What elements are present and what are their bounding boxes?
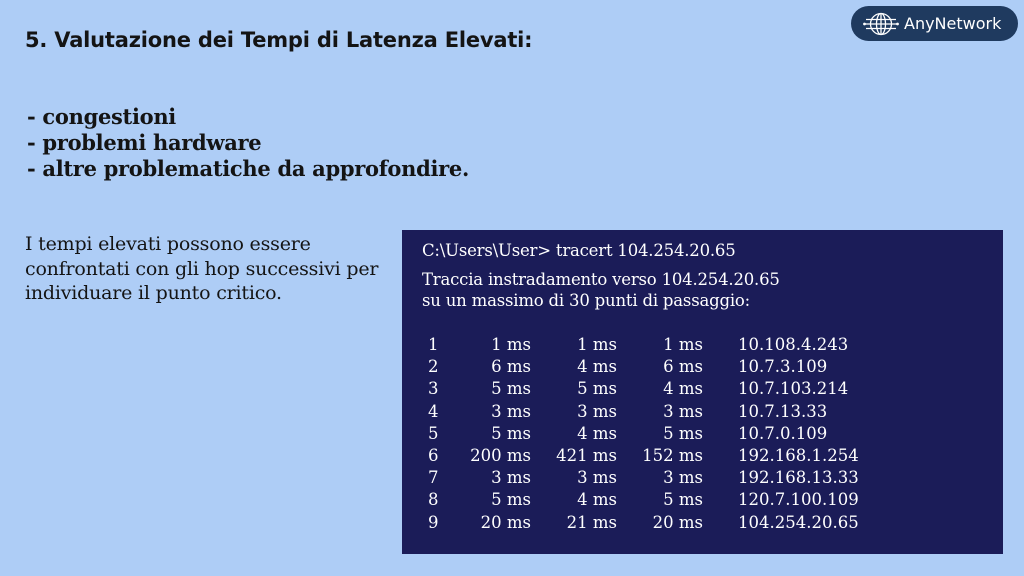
hop-time-2: 21 ms [566, 512, 617, 532]
hop-time-2: 4 ms [577, 490, 617, 510]
hop-time-2: 421 ms [556, 445, 617, 465]
bullet-item: - problemi hardware [27, 130, 262, 155]
slide-title: 5. Valutazione dei Tempi di Latenza Elevati: [25, 28, 533, 52]
hop-time-1: 20 ms [480, 512, 531, 532]
hop-time-2: 1 ms [577, 335, 617, 354]
hop-row [402, 423, 1003, 445]
hop-time-3: 4 ms [663, 379, 703, 399]
hop-number: 7 [428, 468, 439, 488]
hop-time-3: 5 ms [663, 490, 703, 510]
hop-time-1: 5 ms [491, 490, 531, 510]
hop-row [402, 467, 1003, 489]
hop-row [402, 356, 1003, 378]
bullet-list [27, 104, 469, 182]
hop-number: 9 [428, 512, 439, 532]
hop-time-1: 3 ms [491, 468, 531, 488]
hop-number: 4 [428, 401, 439, 421]
hop-ip: 120.7.100.109 [738, 490, 859, 510]
anynetwork-logo [851, 6, 1018, 41]
hop-time-3: 3 ms [663, 401, 703, 421]
hop-time-3: 152 ms [642, 445, 703, 465]
hop-ip: 10.7.13.33 [738, 401, 828, 421]
hop-row [402, 401, 1003, 423]
hop-ip: 10.108.4.243 [738, 335, 849, 354]
hop-number: 5 [428, 423, 439, 443]
hop-time-2: 4 ms [577, 357, 617, 377]
bullet-item: - congestioni [27, 104, 176, 129]
hop-time-1: 3 ms [491, 401, 531, 421]
hop-time-1: 200 ms [470, 445, 531, 465]
hop-ip: 192.168.13.33 [738, 468, 859, 488]
hop-time-2: 3 ms [577, 401, 617, 421]
hop-time-2: 4 ms [577, 423, 617, 443]
hop-ip: 192.168.1.254 [738, 445, 859, 465]
hop-number: 8 [428, 490, 439, 510]
hop-ip: 10.7.0.109 [738, 423, 828, 443]
hop-time-1: 5 ms [491, 379, 531, 399]
hop-number: 1 [428, 335, 439, 354]
terminal-command: C:\Users\User> tracert 104.254.20.65 [422, 241, 736, 260]
hop-row [402, 378, 1003, 400]
hop-time-3: 1 ms [663, 335, 703, 354]
hop-time-3: 20 ms [652, 512, 703, 532]
explanation-paragraph: I tempi elevati possono essere confrontati con gli hop successivi per individuare il punto critico. [25, 233, 379, 304]
hop-row [402, 489, 1003, 511]
terminal-header-line: Traccia instradamento verso 104.254.20.65 [422, 270, 780, 289]
terminal-header-line: su un massimo di 30 punti di passaggio: [422, 291, 751, 310]
hop-number: 3 [428, 379, 439, 399]
logo-text: AnyNetwork [904, 14, 1002, 33]
hop-row [402, 512, 1003, 534]
hop-time-2: 5 ms [577, 379, 617, 399]
hop-time-1: 5 ms [491, 423, 531, 443]
tracert-terminal [402, 230, 1003, 554]
bullet-item: - altre problematiche da approfondire. [27, 156, 470, 181]
hop-time-3: 5 ms [663, 423, 703, 443]
hop-time-1: 1 ms [491, 335, 531, 354]
hop-list [402, 334, 1003, 534]
hop-ip: 10.7.103.214 [738, 379, 849, 399]
hop-time-3: 6 ms [663, 357, 703, 377]
hop-time-1: 6 ms [491, 357, 531, 377]
hop-time-3: 3 ms [663, 468, 703, 488]
hop-row [402, 445, 1003, 467]
hop-row [402, 334, 1003, 356]
hop-time-2: 3 ms [577, 468, 617, 488]
hop-ip: 104.254.20.65 [738, 512, 859, 532]
hop-number: 2 [428, 357, 439, 377]
hop-ip: 10.7.3.109 [738, 357, 828, 377]
globe-icon [863, 11, 899, 37]
hop-number: 6 [428, 445, 439, 465]
